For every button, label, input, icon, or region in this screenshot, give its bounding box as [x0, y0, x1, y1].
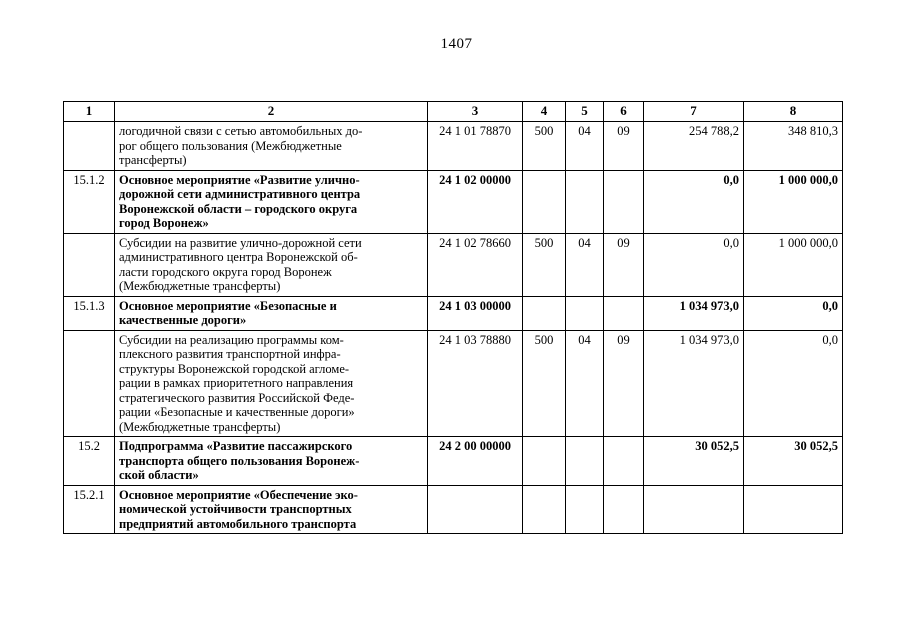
row-number: 15.1.2	[64, 170, 115, 233]
row-number: 15.1.3	[64, 296, 115, 330]
row-number	[64, 122, 115, 171]
section-code-4: 500	[523, 233, 566, 296]
section-code-4	[523, 485, 566, 534]
description-line: Основное мероприятие «Безопасные и	[119, 298, 337, 313]
section-code-6	[604, 170, 644, 233]
amount-col-8: 0,0	[744, 330, 843, 437]
section-code-6	[604, 296, 644, 330]
amount-col-8: 0,0	[744, 296, 843, 330]
amount-col-8: 1 000 000,0	[744, 170, 843, 233]
section-code-5: 04	[566, 122, 604, 171]
section-code-4	[523, 170, 566, 233]
section-code-5	[566, 485, 604, 534]
table-row	[64, 170, 843, 233]
column-header-5: 5	[566, 102, 604, 122]
table-row	[64, 122, 843, 171]
table-header-row	[64, 102, 843, 122]
column-header-1: 1	[64, 102, 115, 122]
description-line: Субсидии на реализацию программы ком-	[119, 332, 344, 347]
row-number: 15.2	[64, 437, 115, 486]
description-line: город Воронеж»	[119, 216, 209, 230]
section-code-4	[523, 296, 566, 330]
column-header-6: 6	[604, 102, 644, 122]
description-line: рог общего пользования (Межбюджетные	[119, 138, 342, 153]
description-line: Основное мероприятие «Обеспечение эко-	[119, 487, 358, 502]
row-description	[115, 485, 428, 534]
description-line: логодичной связи с сетью автомобильных до-	[119, 124, 363, 138]
table-row	[64, 330, 843, 437]
table-row	[64, 485, 843, 534]
amount-col-7: 254 788,2	[644, 122, 744, 171]
amount-col-7: 1 034 973,0	[644, 330, 744, 437]
page-number: 1407	[440, 36, 473, 52]
amount-col-7: 0,0	[644, 170, 744, 233]
row-description	[115, 330, 428, 437]
amount-col-7: 0,0	[644, 233, 744, 296]
section-code-6	[604, 485, 644, 534]
description-line: Подпрограмма «Развитие пассажирского	[119, 439, 353, 453]
description-line: административного центра Воронежской об-	[119, 250, 358, 264]
amount-col-7: 1 034 973,0	[644, 296, 744, 330]
description-line: качественные дороги»	[119, 313, 247, 327]
budget-code: 24 2 00 00000	[428, 437, 523, 486]
description-line: номической устойчивости транспортных	[119, 502, 352, 516]
description-line: структуры Воронежской городской агломе-	[119, 361, 350, 376]
row-description	[115, 233, 428, 296]
section-code-6: 09	[604, 330, 644, 437]
description-line: транспорта общего пользования Воронеж-	[119, 453, 360, 468]
description-line: Воронежской области – городского округа	[119, 201, 358, 216]
section-code-5: 04	[566, 233, 604, 296]
description-line: дорожной сети административного центра	[119, 187, 361, 201]
row-number	[64, 233, 115, 296]
description-line: трансферты)	[119, 153, 187, 167]
column-header-3: 3	[428, 102, 523, 122]
description-line: Основное мероприятие «Развитие улично-	[119, 172, 360, 187]
amount-col-8: 1 000 000,0	[744, 233, 843, 296]
column-header-4: 4	[523, 102, 566, 122]
budget-code: 24 1 03 00000	[428, 296, 523, 330]
amount-col-7	[644, 485, 744, 534]
section-code-6	[604, 437, 644, 486]
description-line: предприятий автомобильного транспорта	[119, 516, 357, 531]
description-line: плексного развития транспортной инфра-	[119, 347, 341, 361]
table-row	[64, 296, 843, 330]
budget-code	[428, 485, 523, 534]
section-code-5	[566, 296, 604, 330]
section-code-6: 09	[604, 233, 644, 296]
column-header-8: 8	[744, 102, 843, 122]
amount-col-8: 30 052,5	[744, 437, 843, 486]
description-line: Субсидии на развитие улично-дорожной сети	[119, 235, 362, 250]
amount-col-7: 30 052,5	[644, 437, 744, 486]
description-line: рации «Безопасные и качественные дороги»	[119, 405, 355, 419]
amount-col-8: 348 810,3	[744, 122, 843, 171]
section-code-5	[566, 437, 604, 486]
section-code-6: 09	[604, 122, 644, 171]
amount-col-8	[744, 485, 843, 534]
description-line: стратегического развития Российской Феде-	[119, 390, 355, 405]
row-number	[64, 330, 115, 437]
description-line: (Межбюджетные трансферты)	[119, 419, 281, 434]
budget-code: 24 1 02 78660	[428, 233, 523, 296]
section-code-4	[523, 437, 566, 486]
row-description	[115, 437, 428, 486]
table-row	[64, 233, 843, 296]
description-line: ласти городского округа город Воронеж	[119, 264, 332, 279]
row-description	[115, 170, 428, 233]
column-header-2: 2	[115, 102, 428, 122]
budget-table	[63, 101, 843, 534]
section-code-5	[566, 170, 604, 233]
row-number: 15.2.1	[64, 485, 115, 534]
budget-code: 24 1 02 00000	[428, 170, 523, 233]
column-header-7: 7	[644, 102, 744, 122]
section-code-5: 04	[566, 330, 604, 437]
row-description	[115, 122, 428, 171]
section-code-4: 500	[523, 122, 566, 171]
budget-code: 24 1 01 78870	[428, 122, 523, 171]
section-code-4: 500	[523, 330, 566, 437]
budget-code: 24 1 03 78880	[428, 330, 523, 437]
budget-table-container	[63, 101, 842, 534]
row-description	[115, 296, 428, 330]
description-line: рации в рамках приоритетного направления	[119, 376, 354, 390]
description-line: ской области»	[119, 468, 199, 482]
table-row	[64, 437, 843, 486]
description-line: (Межбюджетные трансферты)	[119, 279, 281, 293]
